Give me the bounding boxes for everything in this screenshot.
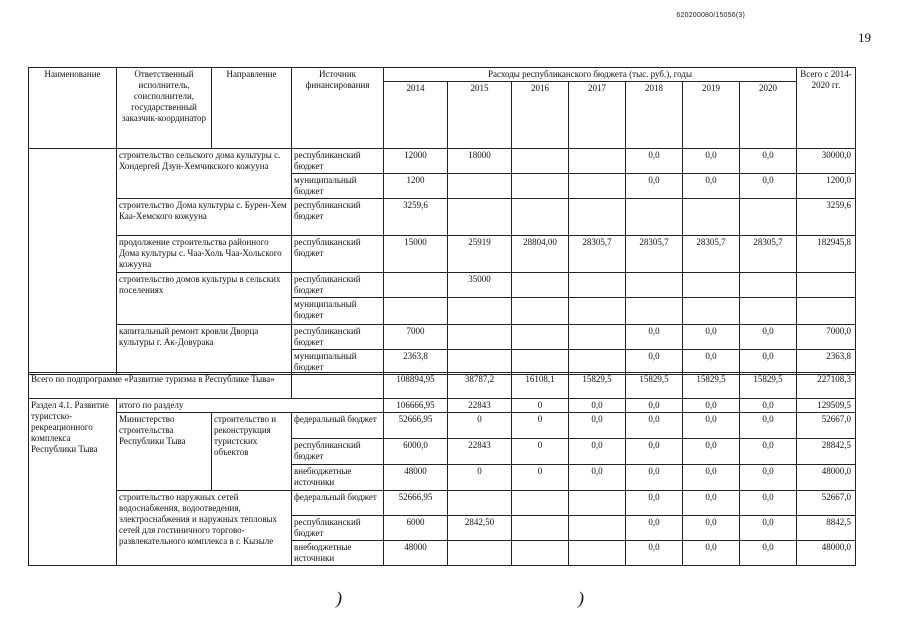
budget-table-part2 [28, 372, 856, 566]
total-cell: 1200,0 [797, 174, 856, 199]
value-cell [512, 199, 569, 236]
value-cell: 6000,0 [384, 439, 448, 465]
value-cell: 0,0 [740, 325, 797, 350]
source-cell: федеральный бюджет [292, 491, 384, 516]
value-cell: 3259,6 [384, 199, 448, 236]
value-cell: 28804,00 [512, 236, 569, 273]
subprogram-total-row [29, 373, 856, 399]
value-cell: 52666,95 [384, 413, 448, 439]
value-cell [512, 541, 569, 566]
value-cell [569, 149, 626, 174]
value-cell [569, 516, 626, 541]
table-row [29, 491, 856, 516]
value-cell: 0,0 [740, 516, 797, 541]
total-cell: 2363,8 [797, 350, 856, 375]
value-cell: 108894,95 [384, 373, 448, 399]
document-id: 620200080/15056(3) [676, 12, 745, 19]
table-row [29, 273, 856, 298]
value-cell: 0,0 [740, 465, 797, 491]
value-cell: 28305,7 [683, 236, 740, 273]
total-cell: 52667,0 [797, 413, 856, 439]
value-cell [448, 350, 512, 375]
value-cell: 0,0 [626, 439, 683, 465]
value-cell: 106666,95 [384, 399, 448, 413]
value-cell: 0,0 [740, 439, 797, 465]
value-cell: 22843 [448, 399, 512, 413]
value-cell: 0,0 [626, 541, 683, 566]
value-cell [626, 273, 683, 298]
total-cell: 28842,5 [797, 439, 856, 465]
table-row [29, 149, 856, 174]
value-cell [569, 199, 626, 236]
source-cell: республиканский бюджет [292, 273, 384, 298]
project-desc: продолжение строительства районного Дома культуры с. Чаа-Холь Чаа-Хольского кожууна [117, 236, 292, 273]
value-cell [448, 541, 512, 566]
section-name: Раздел 4.1. Развитие туристско-рекреационного комплекса Республики Тыва [29, 399, 117, 566]
value-cell: 48000 [384, 465, 448, 491]
project-desc: строительство сельского дома культуры с. Хондергей Дзун-Хемчикского кожууна [117, 149, 292, 199]
margin-mark: ) [578, 588, 584, 608]
value-cell: 0,0 [626, 399, 683, 413]
value-cell: 0,0 [683, 149, 740, 174]
project-desc: строительство наружных сетей водоснабжения, водоотведения, электроснабжения и наружных тепловых сетей для гостиничного торгово-развлекательного комплекса в г. Кызыле [117, 491, 292, 566]
value-cell [512, 325, 569, 350]
value-cell: 0,0 [683, 325, 740, 350]
subprogram-label: Всего по подпрограмме «Развитие туризма в Республике Тыва» [29, 373, 292, 399]
value-cell: 0,0 [740, 350, 797, 375]
value-cell: 0 [512, 413, 569, 439]
value-cell: 0,0 [740, 413, 797, 439]
table-row [29, 413, 856, 439]
value-cell [448, 491, 512, 516]
value-cell [448, 298, 512, 325]
value-cell: 28305,7 [569, 236, 626, 273]
value-cell: 15829,5 [683, 373, 740, 399]
total-cell: 182945,8 [797, 236, 856, 273]
value-cell: 0,0 [683, 399, 740, 413]
total-cell: 227108,3 [797, 373, 856, 399]
value-cell: 0,0 [569, 399, 626, 413]
header-row [29, 68, 856, 82]
value-cell: 38787,2 [448, 373, 512, 399]
page-number: 19 [858, 30, 871, 45]
value-cell [384, 298, 448, 325]
value-cell: 28305,7 [740, 236, 797, 273]
source-cell: республиканский бюджет [292, 516, 384, 541]
value-cell: 16108,1 [512, 373, 569, 399]
header-direction: Направление [212, 68, 292, 149]
value-cell [683, 273, 740, 298]
value-cell [512, 149, 569, 174]
value-cell: 0,0 [626, 350, 683, 375]
project-desc: капитальный ремонт кровли Дворца культуры г. Ак-Довурака [117, 325, 292, 375]
total-cell: 3259,6 [797, 199, 856, 236]
value-cell [569, 491, 626, 516]
header-total: Всего с 2014-2020 гг. [797, 68, 856, 149]
value-cell: 7000 [384, 325, 448, 350]
year-2016: 2016 [512, 82, 569, 149]
header-responsible: Ответственный исполнитель, соисполнители, государственный заказчик-координатор [117, 68, 212, 149]
value-cell: 48000 [384, 541, 448, 566]
value-cell [683, 199, 740, 236]
value-cell: 0,0 [683, 413, 740, 439]
value-cell: 0,0 [626, 149, 683, 174]
table-row [29, 325, 856, 350]
header-source: Источник финансирования [292, 68, 384, 149]
value-cell: 0,0 [569, 465, 626, 491]
source-cell: республиканский бюджет [292, 325, 384, 350]
year-2020: 2020 [740, 82, 797, 149]
direction-cell: строительство и реконструкция туристских объектов [212, 413, 292, 491]
total-cell: 52667,0 [797, 491, 856, 516]
source-cell: внебюджетные источники [292, 541, 384, 566]
value-cell: 0,0 [740, 149, 797, 174]
value-cell [569, 298, 626, 325]
year-2017: 2017 [569, 82, 626, 149]
value-cell [569, 273, 626, 298]
year-2015: 2015 [448, 82, 512, 149]
total-cell: 30000,0 [797, 149, 856, 174]
value-cell: 15829,5 [569, 373, 626, 399]
value-cell [384, 273, 448, 298]
value-cell [448, 174, 512, 199]
total-cell [797, 298, 856, 325]
value-cell: 0 [512, 439, 569, 465]
year-2019: 2019 [683, 82, 740, 149]
value-cell: 0,0 [683, 350, 740, 375]
total-cell [797, 273, 856, 298]
value-cell [740, 298, 797, 325]
value-cell: 0,0 [683, 516, 740, 541]
total-cell: 8842,5 [797, 516, 856, 541]
value-cell: 0,0 [683, 491, 740, 516]
source-cell: муниципальный бюджет [292, 174, 384, 199]
value-cell: 12000 [384, 149, 448, 174]
value-cell: 0 [448, 413, 512, 439]
value-cell: 0,0 [626, 491, 683, 516]
source-cell-empty [292, 373, 384, 399]
value-cell [626, 199, 683, 236]
value-cell [626, 298, 683, 325]
value-cell: 0,0 [740, 541, 797, 566]
value-cell: 2842,50 [448, 516, 512, 541]
source-cell: федеральный бюджет [292, 413, 384, 439]
value-cell: 0,0 [626, 413, 683, 439]
value-cell: 0 [512, 399, 569, 413]
value-cell: 52666,95 [384, 491, 448, 516]
value-cell: 35000 [448, 273, 512, 298]
project-desc: строительство домов культуры в сельских поселениях [117, 273, 292, 325]
value-cell: 22843 [448, 439, 512, 465]
total-cell: 48000,0 [797, 465, 856, 491]
source-cell: муниципальный бюджет [292, 298, 384, 325]
value-cell: 6000 [384, 516, 448, 541]
year-2014: 2014 [384, 82, 448, 149]
header-expenses: Расходы республиканского бюджета (тыс. руб.), годы [384, 68, 797, 82]
value-cell [569, 350, 626, 375]
value-cell: 0,0 [626, 325, 683, 350]
table-row [29, 236, 856, 273]
total-cell: 129509,5 [797, 399, 856, 413]
header-name: Наименование [29, 68, 117, 149]
value-cell: 0,0 [683, 541, 740, 566]
value-cell [512, 350, 569, 375]
value-cell: 1200 [384, 174, 448, 199]
value-cell: 0 [512, 465, 569, 491]
value-cell: 2363,8 [384, 350, 448, 375]
project-desc: строительство Дома культуры с. Бурен-Хем Каа-Хемского кожууна [117, 199, 292, 236]
value-cell: 25919 [448, 236, 512, 273]
table-row [29, 199, 856, 236]
source-cell: муниципальный бюджет [292, 350, 384, 375]
source-cell: республиканский бюджет [292, 199, 384, 236]
value-cell: 15000 [384, 236, 448, 273]
value-cell: 0,0 [740, 174, 797, 199]
value-cell [740, 273, 797, 298]
source-cell: республиканский бюджет [292, 149, 384, 174]
value-cell: 0,0 [569, 439, 626, 465]
total-cell: 48000,0 [797, 541, 856, 566]
value-cell: 0,0 [626, 516, 683, 541]
source-cell: республиканский бюджет [292, 439, 384, 465]
value-cell: 0 [448, 465, 512, 491]
name-cell-empty [29, 149, 117, 375]
value-cell: 15829,5 [740, 373, 797, 399]
value-cell: 0,0 [683, 439, 740, 465]
value-cell [448, 325, 512, 350]
total-cell: 7000,0 [797, 325, 856, 350]
value-cell: 18000 [448, 149, 512, 174]
value-cell [683, 298, 740, 325]
value-cell [512, 174, 569, 199]
value-cell: 0,0 [569, 413, 626, 439]
section-total-label: итого по разделу [117, 399, 384, 413]
value-cell: 0,0 [626, 465, 683, 491]
margin-mark: ) [336, 588, 342, 608]
value-cell: 0,0 [626, 174, 683, 199]
value-cell [740, 199, 797, 236]
ministry-cell: Министерство строительства Республики Тыва [117, 413, 212, 491]
value-cell [569, 325, 626, 350]
value-cell: 0,0 [683, 465, 740, 491]
source-cell: внебюджетные источники [292, 465, 384, 491]
value-cell: 15829,5 [626, 373, 683, 399]
year-2018: 2018 [626, 82, 683, 149]
value-cell [512, 491, 569, 516]
section-total-row [29, 399, 856, 413]
value-cell [569, 541, 626, 566]
value-cell [512, 273, 569, 298]
budget-table [28, 67, 856, 375]
value-cell: 28305,7 [626, 236, 683, 273]
value-cell [512, 298, 569, 325]
value-cell: 0,0 [740, 491, 797, 516]
value-cell [512, 516, 569, 541]
value-cell [448, 199, 512, 236]
value-cell: 0,0 [740, 399, 797, 413]
value-cell: 0,0 [683, 174, 740, 199]
value-cell [569, 174, 626, 199]
source-cell: республиканский бюджет [292, 236, 384, 273]
